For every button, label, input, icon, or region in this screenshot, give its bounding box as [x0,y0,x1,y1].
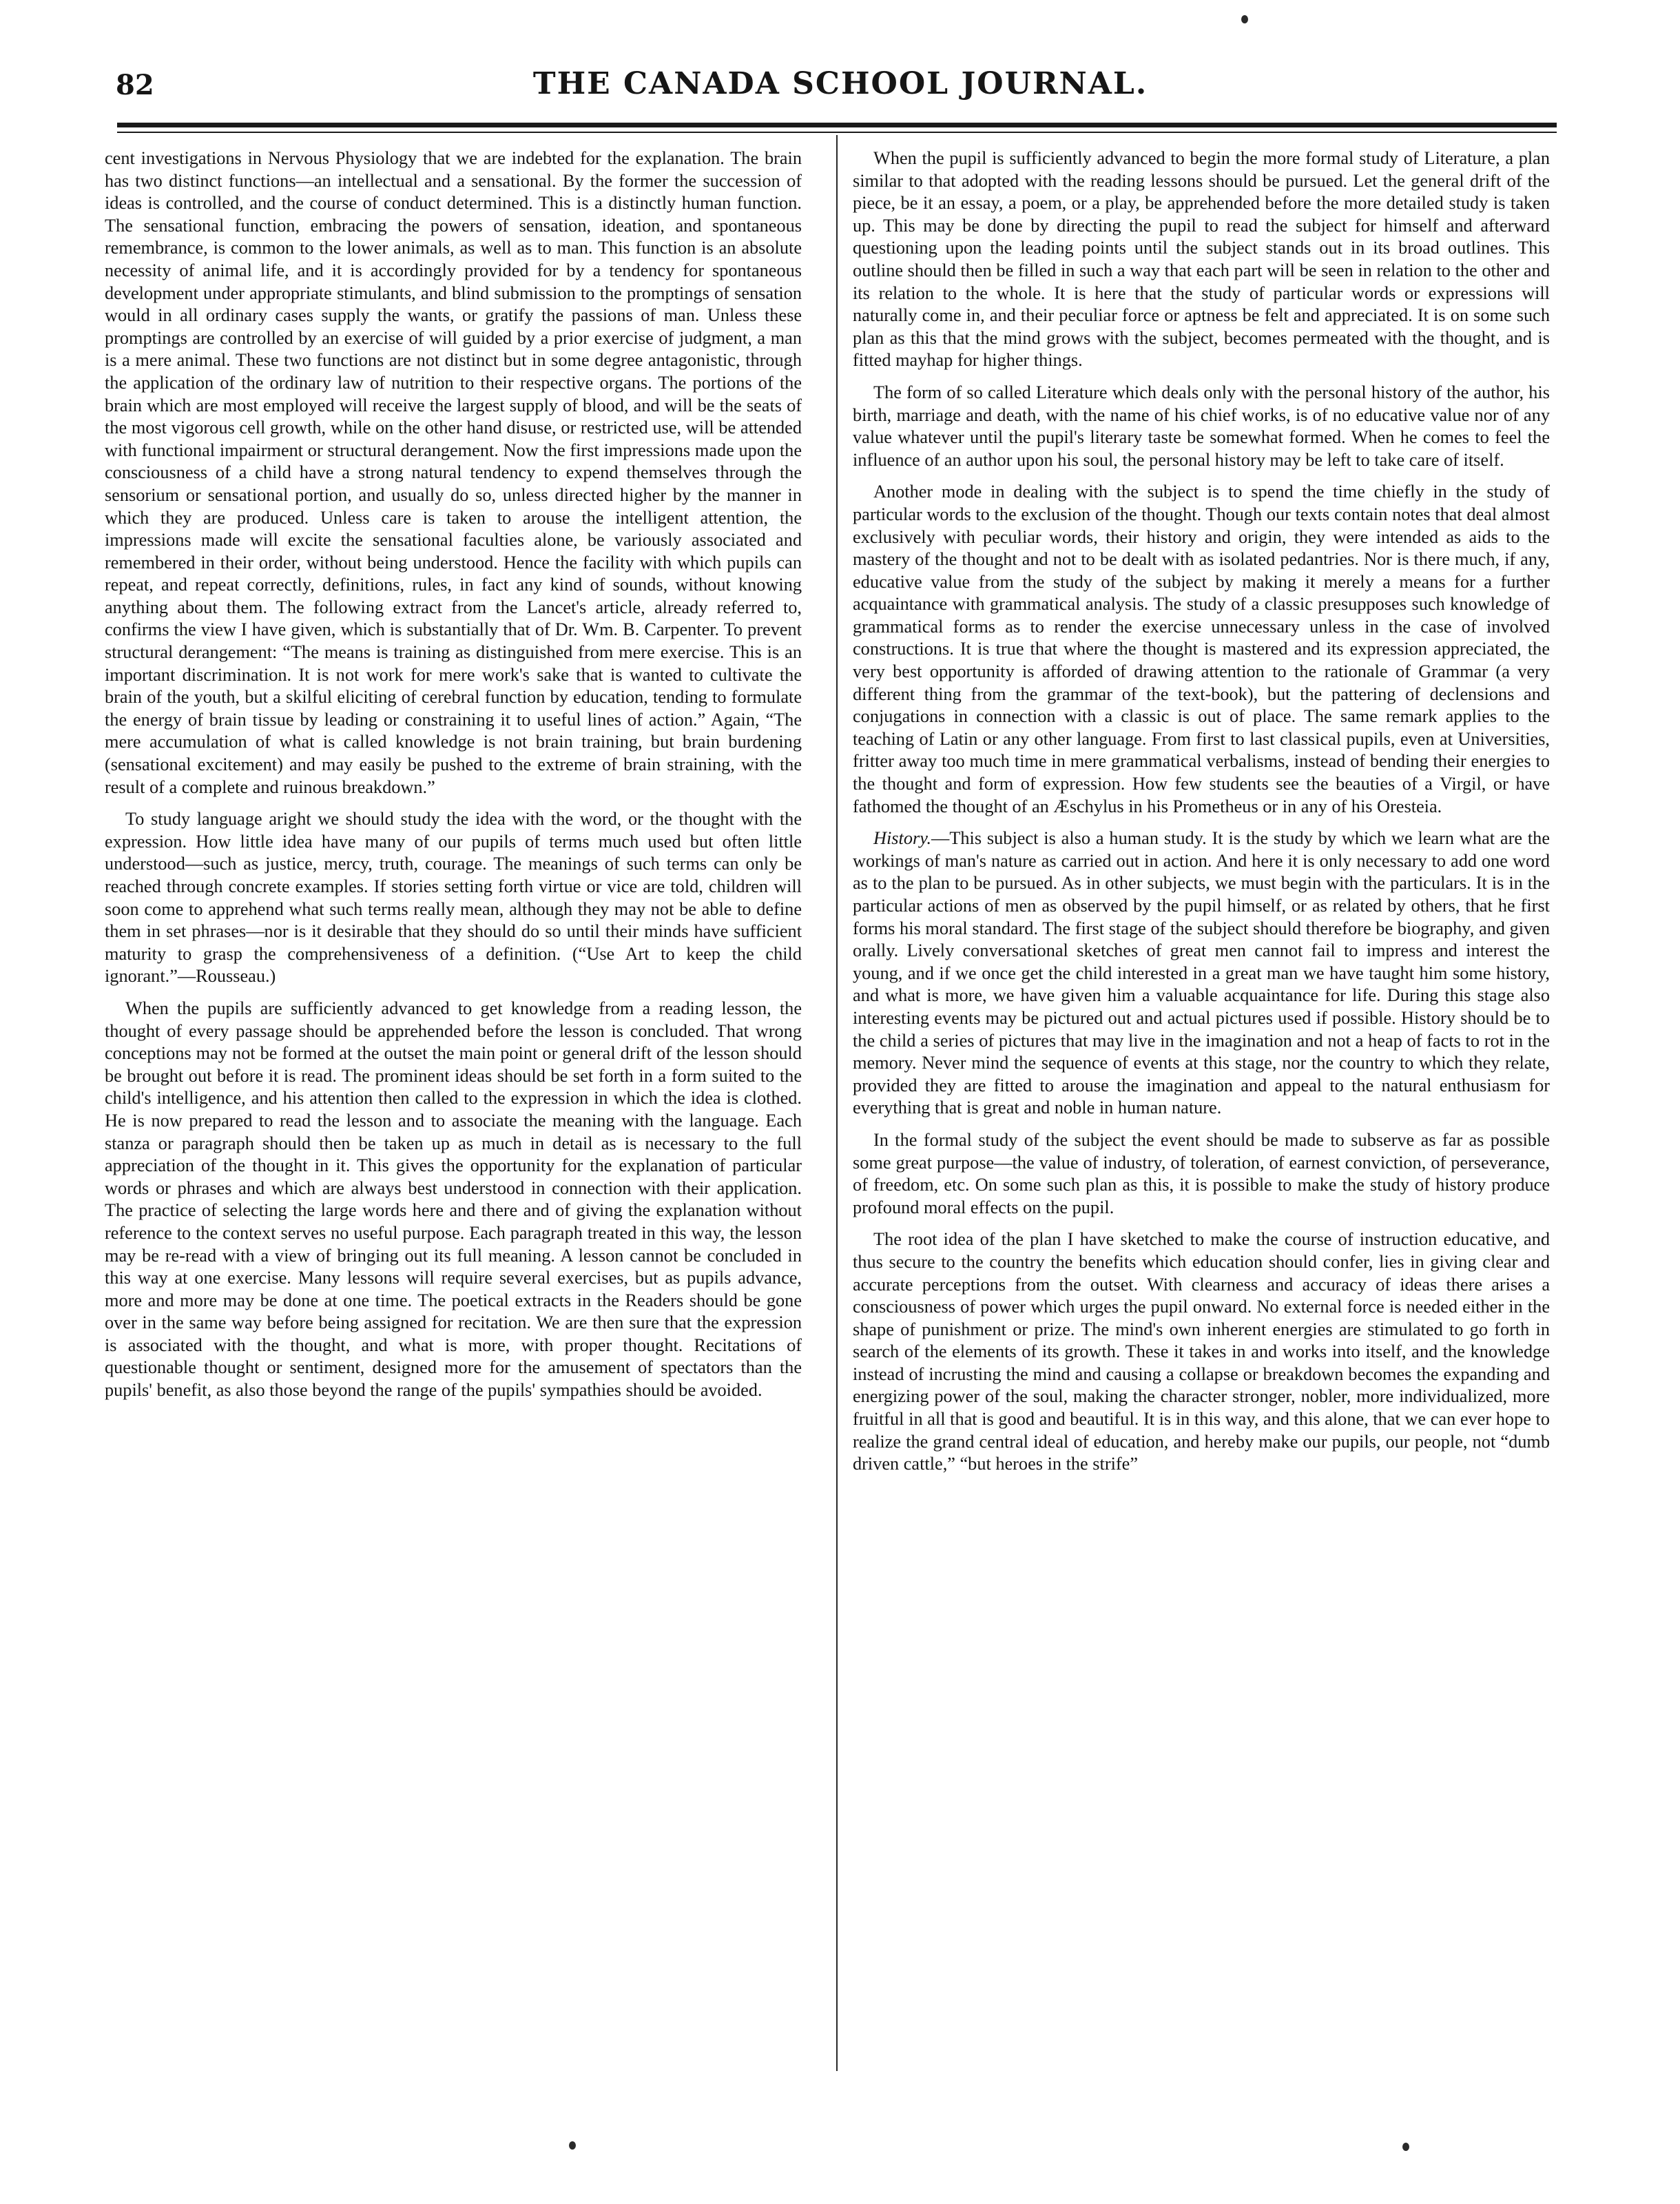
left-column [105,147,802,2070]
ink-dot [1241,15,1248,23]
paragraph: To study language aright we should study the idea with the word, or the thought with the expression. How little idea have many of our pupils of terms much used but often little understood—such as justice, mercy, truth, courage. The meanings of such terms can only be reached through concrete examples. If stories setting forth virtue or vice are told, children will soon come to apprehend what such terms really mean, although they may not be able to define them in set phrases—nor is it desirable that they should do so until their minds have sufficient maturity to grasp the comprehensiveness of a definition. (“Use Art to keep the child ignorant.”—Rousseau.) [105,809,802,987]
ink-dot [569,2141,576,2150]
paragraph: cent investigations in Nervous Physiology that we are indebted for the explanation. The brain has two distinct functions—an intellectual and a sensational. By the former the succession of ideas is controlled, and the course of conduct determined. This is a distinctly human function. The sensational function, embracing the powers of sensation, ideation, and spontaneous remembrance, is common to the lower animals, as well as to man. This function is an absolute necessity of animal life, and it is accordingly provided for by a tendency for spontaneous development under appropriate stimulants, and blind submission to the promptings of sensation would in all ordinary cases supply the wants, or gratify the passions of man. Unless these promptings are controlled by an exercise of will guided by a prior exercise of judgment, a man is a mere animal. These two functions are not distinct but in some degree antagonistic, through the application of the ordinary law of nutrition to their respective organs. The portions of the brain which are most employed will receive the largest supply of blood, and will be the seats of the most vigorous cell growth, while on the other hand disuse, or restricted use, will be attended with functional impairment or structural derangement. Now the first impressions made upon the consciousness of a child have a strong natural tendency to expend themselves through the sensorium or sensational portion, and usually do so, unless directed higher by the manner in which they are produced. Unless care is taken to arouse the intelligent attention, the impressions made will excite the sensational faculties alone, be variously associated and remembered in their order, without being understood. Hence the facility with which pupils can repeat, and repeat correctly, definitions, rules, in fact any kind of sounds, without knowing anything about them. The following extract from the Lancet's article, already referred to, confirms the view I have given, which is substantially that of Dr. Wm. B. Carpenter. To prevent structural derangement: “The means is training as distinguished from mere exercise. This is an important discrimination. It is not work for mere work's sake that is wanted to cultivate the brain of the youth, but a skilful eliciting of cerebral function by education, tending to formulate the energy of brain tissue by leading or constraining it to useful lines of action.” Again, “The mere accumulation of what is called knowledge is not brain training, but brain burdening (sensational excitement) and may easily be pushed to the extreme of brain straining, with the result of a complete and ruinous breakdown.” [105,148,802,797]
paragraph: When the pupils are sufficiently advanced to get knowledge from a reading lesson, the thought of every passage should be apprehended before the lesson is concluded. That wrong conceptions may not be formed at the outset the main point or general drift of the lesson should be brought out before it is read. The prominent ideas should be set forth in a form suited to the child's intelligence, and his attention then called to the expression in which the idea is clothed. He is now prepared to read the lesson and to associate the meaning with the language. Each stanza or paragraph should then be taken up as much in detail as is necessary to the full appreciation of the thought in it. This gives the opportunity for the explanation of particular words or phrases and which are always best understood in connection with their application. The practice of selecting the large words here and there and of giving the explanation without reference to the context serves no useful purpose. Each paragraph treated in this way, the lesson may be re-read with a view of bringing out its full meaning. A lesson cannot be concluded in this way at one exercise. Many lessons will require several exercises, but as pupils advance, more and more may be done at one time. The poetical extracts in the Readers should be gone over in the same way before being assigned for recitation. We are then sure that the expression is associated with the thought, and what is more, with proper thought. Recitations of questionable thought or sentiment, designed more for the amusement of spectators than the pupils' benefit, as also those beyond the range of the pupils' sympathies should be avoided. [105,998,802,1401]
paragraph: In the formal study of the subject the event should be made to subserve as far as possible some great purpose—the value of industry, of toleration, of earnest conviction, of perseverance, of freedom, etc. On some such plan as this, it is possible to make the study of history produce profound moral effects on the pupil. [853,1129,1550,1217]
paragraph: When the pupil is sufficiently advanced to begin the more formal study of Literature, a plan similar to that adopted with the reading lessons should be pursued. Let the general drift of the piece, be it an essay, a poem, or a play, be apprehended before the more detailed study is taken up. This may be done by directing the pupil to read the subject for himself and afterward questioning upon the leading points until the subject stands out in its broad outlines. This outline should then be filled in such a way that each part will be seen in relation to the other and its relation to the whole. It is here that the study of particular words or expressions will naturally come in, and their peculiar force or aptness be felt and appreciated. It is on some such plan as this that the mind grows with the subject, becomes permeated with the thought, and is fitted mayhap for higher things. [853,148,1550,371]
history-text: —This subject is also a human study. It is the study by which we learn what are the workings of man's nature as carried out in action. And here it is only necessary to add one word as to the plan to be pursued. As in other subjects, we must begin with the particulars. It is in the particular actions of men as observed by the pupil himself, or as related by others, that he first forms his moral standard. The first stage of the subject should therefore be biography, and given orally. Lively conversational sketches of great men cannot fail to impress and interest the young, and if we once get the child interested in a great man we have taught him some history, and what is more, we have given him a valuable acquaintance for life. During this stage also interesting events may be pictured out and actual pictures used if possible. History should be to the child a series of pictures that may live in the imagination and not a heap of facts to rot in the memory. Never mind the sequence of events at this stage, nor the country to which they relate, provided they are fitted to arouse the imagination and appeal to the natural enthusiasm for everything that is great and noble in human nature. [853,828,1550,1118]
right-column [853,147,1550,2070]
header-rule-thick [117,123,1557,127]
column-divider [836,135,838,2071]
journal-title: THE CANADA SCHOOL JOURNAL. [532,66,1148,101]
ink-dot [1402,2143,1409,2151]
paragraph: The form of so called Literature which deals only with the personal history of the author, his birth, marriage and death, with the name of his chief works, is of no educative value nor of any value whatever until the pupil's literary taste be somewhat formed. When he comes to feel the influence of an author upon his soul, the personal history may be left to take care of itself. [853,382,1550,470]
page-header [103,63,1577,112]
page-number: 82 [116,69,154,101]
history-heading: History. [873,828,932,849]
header-rule-thin [117,132,1557,133]
paragraph: Another mode in dealing with the subject is to spend the time chiefly in the study of particular words to the exclusion of the thought. Though our texts contain notes that deal almost exclusively with peculiar words, their history and origin, they were intended as aids to the mastery of the thought and not to be dealt with as isolated pedantries. Nor is there much, if any, educative value from the study of the subject by making it merely a means for a further acquaintance with grammatical analysis. The study of a classic presupposes such knowledge of grammatical forms as to render the exercise unnecessary unless in the case of involved constructions. It is true that where the thought is mastered and its expression appreciated, the very best opportunity is afforded of drawing attention to the rationale of Grammar (a very different thing from the grammar of the text-book), but the pattering of declensions and conjugations in connection with a classic is out of place. The same remark applies to the teaching of Latin or any other language. From first to last classical pupils, even at Universities, fritter away too much time in mere grammatical verbalisms, instead of bending their energies to the thought and form of expression. How few students see the beauties of a Virgil, or have fathomed the thought of an Æschylus in his Prometheus or in any of his Oresteia. [853,482,1550,816]
paragraph: The root idea of the plan I have sketched to make the course of instruction educative, and thus secure to the country the benefits which education should confer, lies in giving clear and accurate perceptions from the outset. With clearness and accuracy of ideas there arises a consciousness of power which urges the pupil onward. No external force is needed either in the shape of punishment or prize. The mind's own inherent energies are stimulated to go forth in search of the elements of its growth. These it takes in and works into itself, and the knowledge instead of incrusting the mind and causing a collapse or breakdown becomes the expanding and energizing power of the soul, making the character stronger, nobler, more individualized, more fruitful in all that is good and beautiful. It is in this way, and this alone, that we can ever hope to realize the grand central ideal of education, and hereby make our pupils, our people, not “dumb driven cattle,” “but heroes in the strife” [853,1229,1550,1474]
history-paragraph [853,827,1550,1120]
